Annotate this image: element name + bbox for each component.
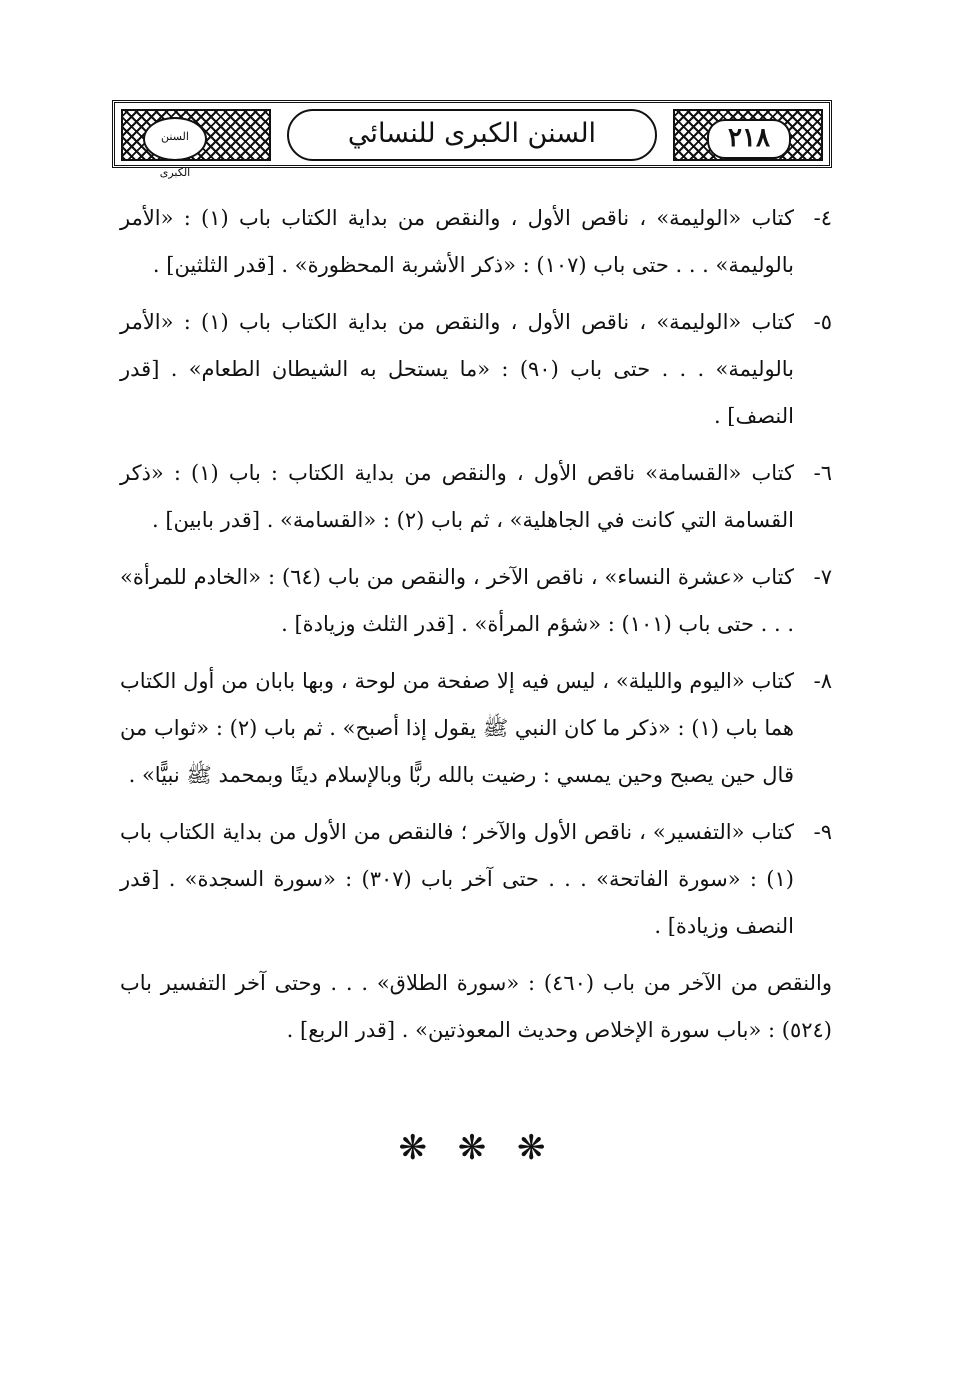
list-item <box>120 554 832 648</box>
list-item <box>120 299 832 440</box>
continuation-paragraph <box>120 960 832 1054</box>
item-number: ٦- <box>813 461 832 485</box>
item-text: كتاب «الوليمة» ، ناقص الأول ، والنقص من بداية الكتاب باب (١) : «الأمر بالوليمة» . . . حتى باب (١٠٧) : «ذكر الأشربة المحظورة» . [قدر الثلثين] . <box>120 206 794 277</box>
item-number: ٥- <box>813 310 832 334</box>
list-item <box>120 658 832 799</box>
item-text: كتاب «اليوم والليلة» ، ليس فيه إلا صفحة من لوحة ، وبها بابان من أول الكتاب هما باب (١) : «ذكر ما كان النبي ﷺ يقول إذا أصبح» . ثم باب (٢) : «ثواب من قال حين يصبح وحين يمسي : رضيت بالله ربًّا وبالإسلام دينًا وبمحمد ﷺ نبيًّا» . <box>120 669 794 787</box>
page-number: ٢١٨ <box>707 119 791 159</box>
list-item <box>120 450 832 544</box>
book-medallion-logo: السنن الكبرى <box>143 117 207 161</box>
item-text: كتاب «عشرة النساء» ، ناقص الآخر ، والنقص من باب (٦٤) : «الخادم للمرأة» . . . حتى باب (١٠١) : «شؤم المرأة» . [قدر الثلث وزيادة] . <box>120 565 795 636</box>
item-text: كتاب «الوليمة» ، ناقص الأول ، والنقص من بداية الكتاب باب (١) : «الأمر بالوليمة» . . . حتى باب (٩٠) : «ما يستحل به الشيطان الطعام» . [قدر النصف] . <box>120 310 795 428</box>
header-ornament-right <box>673 109 823 161</box>
header-ornament-left <box>121 109 271 179</box>
list-item <box>120 809 832 950</box>
page-body <box>120 195 832 1064</box>
item-number: ٧- <box>813 565 832 589</box>
continuation-text: والنقص من الآخر من باب (٤٦٠) : «سورة الطلاق» . . . وحتى آخر التفسير باب (٥٢٤) : «باب سورة الإخلاص وحديث المعوذتين» . [قدر الربع] . <box>120 971 833 1042</box>
section-separator: ❋ ❋ ❋ <box>398 1128 556 1168</box>
page-header <box>112 100 832 179</box>
item-number: ٩- <box>813 820 832 844</box>
item-text: كتاب «القسامة» ناقص الأول ، والنقص من بداية الكتاب : باب (١) : «ذكر القسامة التي كانت في الجاهلية» ، ثم باب (٢) : «القسامة» . [قدر بابين] . <box>120 461 794 532</box>
item-number: ٤- <box>813 206 832 230</box>
item-text: كتاب «التفسير» ، ناقص الأول والآخر ؛ فالنقص من الأول من بداية الكتاب باب (١) : «سورة الفاتحة» . . . حتى آخر باب (٣٠٧) : «سورة السجدة» . [قدر النصف وزيادة] . <box>120 820 795 938</box>
item-number: ٨- <box>813 669 832 693</box>
book-title: السنن الكبرى للنسائي <box>287 109 657 161</box>
list-item <box>120 195 832 289</box>
